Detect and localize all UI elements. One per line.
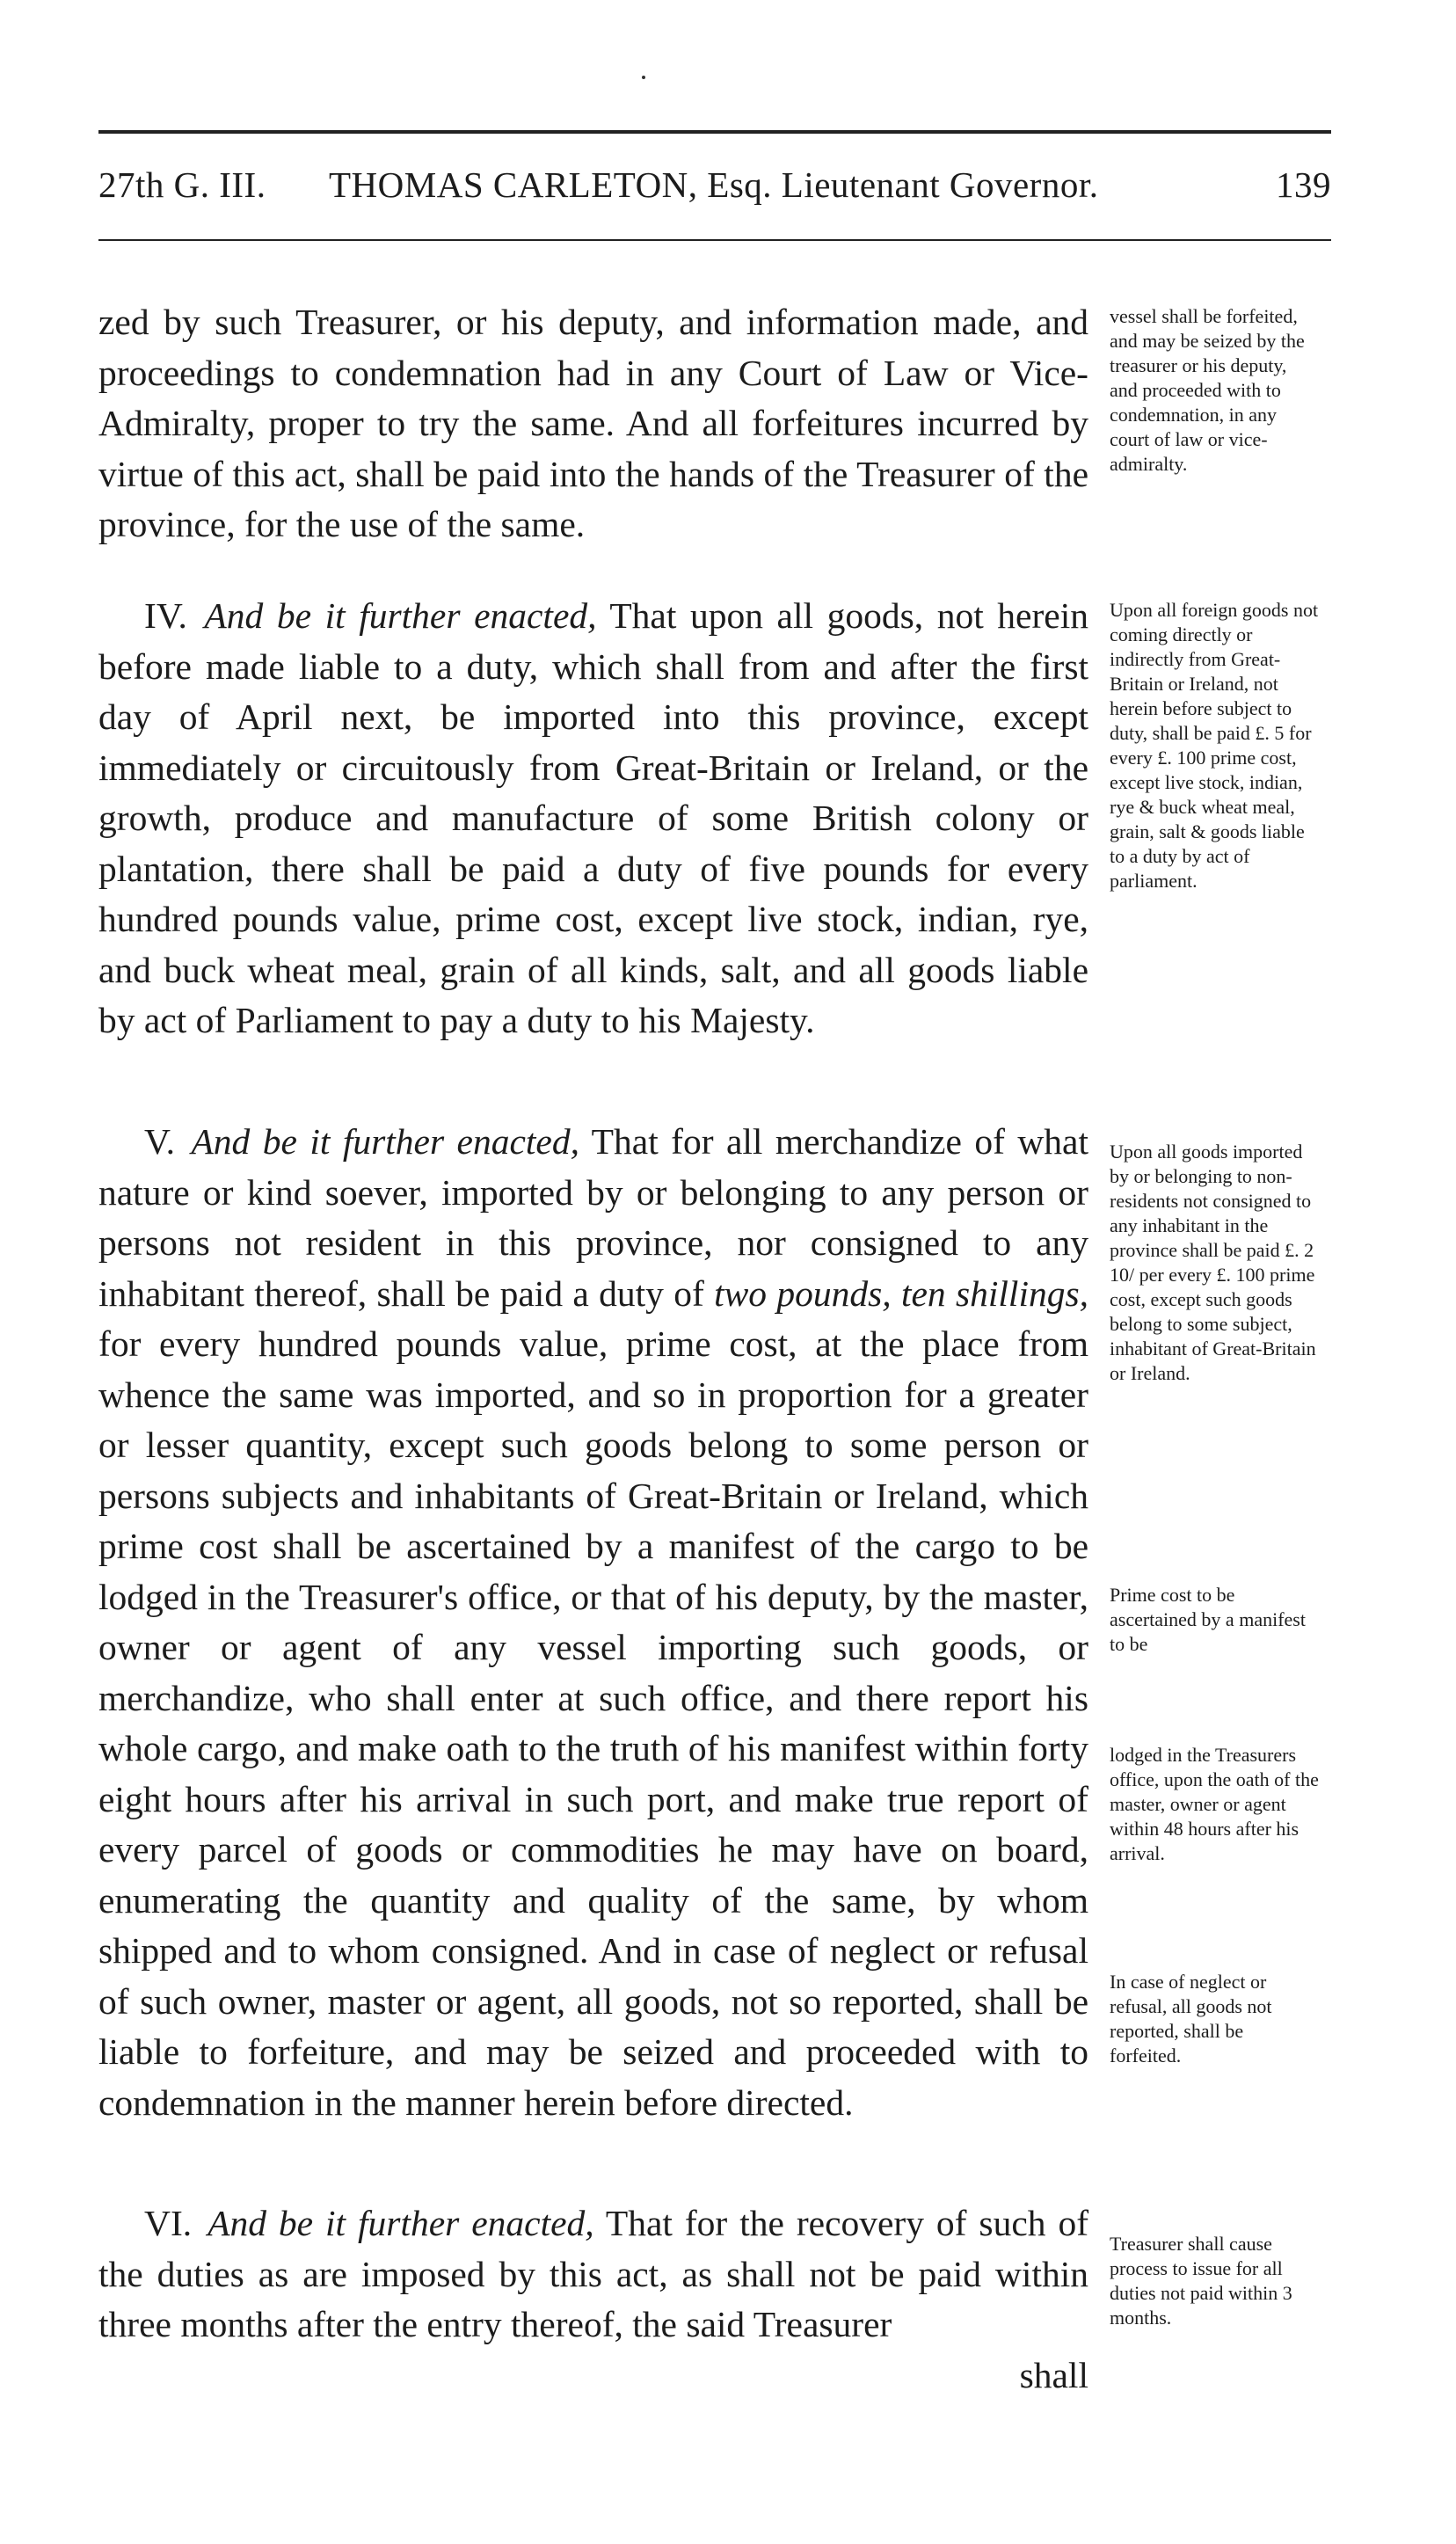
marginal-note xyxy=(1110,2232,1319,2330)
section-text-after: for every hundred pounds value, prime cost, at the place from whence the same was imported, and so in proportion for a greater or lesser quantity, except such goods belong to some person or persons subjects and inhabitants of Great-Britain or Ireland, which prime cost shall be ascertained by a manifest of the cargo to be lodged in the Treasurer's office, or that of his deputy, by the master, owner or agent of any vessel importing such goods, or merchandize, who shall enter at such office, and there report his whole cargo, and make oath to the truth of his manifest within forty eight hours after his arrival in such port, and make true report of every parcel of goods or commodities he may have on board, enumerating the quantity and quality of the same, by whom shipped and to whom consigned. And in case of neglect or refusal of such owner, master or agent, all goods, not so reported, shall be liable to forfeiture, and may be seized and proceeded with to condemnation in the manner herein before directed. xyxy=(98,1323,1088,2123)
enacting-clause: And be it further enacted, xyxy=(204,595,597,636)
section-number: IV. xyxy=(144,595,187,636)
section-text: That for the recovery of such of the duties as are imposed by this act, as shall not be paid within three months after the entry thereof, the said Treasurer xyxy=(98,2203,1089,2344)
marginal-note-text: Upon all foreign goods not coming directly or indirectly from Great-Britain or Ireland, not herein before subject to duty, shall be paid £. 5 for every £. 100 prime cost, except live stock, indian, rye & buck wheat meal, grain, salt & goods liable to a duty by act of parliament. xyxy=(1110,599,1319,892)
marginal-note-text: lodged in the Treasurers office, upon the oath of the master, owner or agent within 48 hours after his arrival. xyxy=(1110,1744,1319,1864)
marginal-note-text: In case of neglect or refusal, all goods not reported, shall be forfeited. xyxy=(1110,1971,1272,2067)
page-number: 139 xyxy=(1276,164,1331,205)
enacting-clause: And be it further enacted, xyxy=(207,2203,594,2243)
header-top-rule xyxy=(98,130,1331,134)
ink-speck xyxy=(642,76,645,79)
section-v xyxy=(98,1117,1088,2128)
section-number: VI. xyxy=(144,2203,193,2243)
running-header xyxy=(98,164,1331,216)
section-vi xyxy=(98,2198,1088,2401)
section-text-before: That for all merchandize of what nature or kind soever, imported by or belonging to any person or persons not resident in this province, nor consigned to any inhabitant thereof, shall be paid a duty of xyxy=(98,1121,1088,1314)
paragraph-continued xyxy=(98,297,1088,550)
regnal-year: 27th G. III. xyxy=(98,164,266,205)
marginal-note xyxy=(1110,1583,1319,1657)
marginal-note-text: Upon all goods imported by or belonging to non-residents not consigned to any inhabitant in the province shall be paid £. 2 10/ per every £. 100 prime cost, except such goods belong to some subject, inhabitant of Great-Britain or Ireland. xyxy=(1110,1141,1316,1384)
marginal-note xyxy=(1110,598,1319,893)
catchword: shall xyxy=(1019,2354,1088,2395)
marginal-note-text: Prime cost to be ascertained by a manifest to be xyxy=(1110,1584,1306,1655)
marginal-note xyxy=(1110,1970,1319,2068)
marginal-note-text: vessel shall be forfeited, and may be seized by the treasurer or his deputy, and proceeded with to condemnation, in any court of law or vice-admiralty. xyxy=(1110,305,1305,475)
section-number: V. xyxy=(144,1121,175,1162)
marginal-note-text: Treasurer shall cause process to issue for all duties not paid within 3 months. xyxy=(1110,2233,1292,2329)
marginal-note xyxy=(1110,1140,1319,1386)
header-bottom-rule xyxy=(98,239,1331,241)
enacting-clause: And be it further enacted, xyxy=(191,1121,579,1162)
section-text: That upon all goods, not herein before made liable to a duty, which shall from and after the first day of April next, be imported into this province, except immediately or circuitously from Great-Britain or Ireland, or the growth, produce and manufacture of some British colony or plantation, there shall be paid a duty of five pounds for every hundred pounds value, prime cost, except live stock, indian, rye, and buck wheat meal, grain of all kinds, salt, and all goods liable by act of Parliament to pay a duty to his Majesty. xyxy=(98,595,1088,1040)
paragraph-text: zed by such Treasurer, or his deputy, and information made, and proceedings to condemnation had in any Court of Law or Vice-Admiralty, proper to try the same. And all forfeitures incurred by virtue of this act, shall be paid into the hands of the Treasurer of the province, for the use of the same. xyxy=(98,302,1088,544)
duty-amount: two pounds, ten shillings, xyxy=(714,1272,1088,1314)
marginal-note xyxy=(1110,1743,1319,1866)
running-title: THOMAS CARLETON, Esq. Lieutenant Governor. xyxy=(329,164,1099,205)
marginal-note xyxy=(1110,304,1319,477)
section-iv xyxy=(98,591,1088,1046)
